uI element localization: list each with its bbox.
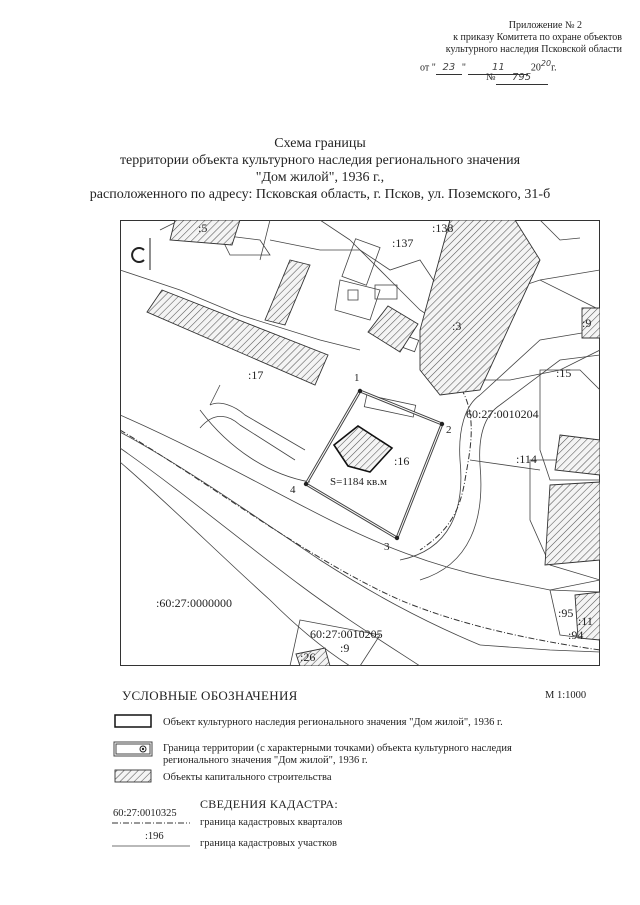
- appendix-line1: Приложение № 2: [508, 20, 582, 31]
- title-line1: Схема границы: [274, 136, 366, 151]
- quarter-label: :60:27:0000000: [156, 596, 233, 610]
- legend-heading: УСЛОВНЫЕ ОБОЗНАЧЕНИЯ: [122, 688, 298, 703]
- title-line3: "Дом жилой", 1936 г.,: [255, 170, 385, 185]
- point-label: 2: [446, 424, 452, 436]
- date-year-prefix: 20: [530, 62, 541, 74]
- parcel-label: :95: [558, 606, 574, 620]
- date-mid: ": [461, 62, 466, 74]
- parcel-label: :16: [394, 454, 410, 468]
- appendix-line2: к приказу Комитета по охране объектов: [453, 32, 622, 43]
- legend-quarter-line: [110, 820, 192, 826]
- parcel-label: :9: [582, 316, 592, 330]
- legend-item-boundary-line2: регионального значения "Дом жилой", 1936 г.: [163, 755, 368, 766]
- date-prefix: от ": [420, 62, 436, 74]
- quarter-label: 60:27:0010204: [466, 407, 539, 421]
- legend-symbol-boundary: [113, 740, 155, 758]
- parcel-label: :3: [452, 319, 462, 333]
- date-month: 11: [468, 62, 528, 75]
- site-plan-map: [120, 220, 600, 666]
- capital-building: [545, 482, 600, 565]
- legend-parcel-sample: :196: [145, 831, 164, 842]
- parcel-label: :26: [300, 650, 316, 664]
- parcel-label: :11: [578, 614, 593, 628]
- parcel-label: :94: [568, 628, 584, 642]
- parcel-label: :114: [516, 452, 537, 466]
- cadastre-heading: СВЕДЕНИЯ КАДАСТРА:: [200, 797, 338, 811]
- legend-parcel-line: [110, 843, 192, 849]
- legend-parcel-text: граница кадастровых участков: [200, 838, 337, 849]
- point-label: 1: [354, 372, 360, 384]
- legend-item-capital: Объекты капитального строительства: [163, 772, 332, 783]
- date-suffix: г.: [551, 62, 557, 74]
- date-year: 20: [540, 59, 552, 68]
- parcel-label: :5: [198, 221, 208, 235]
- parcel-label: :138: [432, 221, 454, 235]
- boundary-point: [358, 389, 362, 393]
- point-label: 3: [384, 541, 390, 553]
- legend-item-heritage: Объект культурного наследия регионального значения "Дом жилой", 1936 г.: [163, 717, 503, 728]
- boundary-point: [440, 422, 444, 426]
- number-prefix: №: [486, 72, 496, 83]
- area-label: S=1184 кв.м: [330, 476, 387, 488]
- title-line2: территории объекта культурного наследия регионального значения: [119, 153, 521, 168]
- appendix-number: [486, 72, 548, 85]
- legend-scale: М 1:1000: [545, 690, 587, 701]
- boundary-point: [395, 536, 399, 540]
- parcel-label: :15: [556, 366, 572, 380]
- appendix-line3: культурного наследия Псковской области: [445, 44, 622, 55]
- quarter-label: 60:27:0010205: [310, 627, 383, 641]
- legend-quarter-text: граница кадастровых кварталов: [200, 817, 343, 828]
- capital-building: [555, 435, 600, 475]
- legend-item-boundary: [163, 743, 589, 767]
- date-day: 23: [436, 62, 462, 75]
- legend-symbol-heritage: [113, 712, 155, 730]
- point-label: 4: [290, 484, 296, 496]
- parcel-label: :17: [248, 368, 264, 382]
- parcel-label: :137: [392, 236, 414, 250]
- parcel-label: :9: [340, 641, 350, 655]
- boundary-point: [304, 482, 308, 486]
- legend-quarter-sample: 60:27:0010325: [113, 808, 177, 819]
- title-line4: расположенного по адресу: Псковская область, г. Псков, ул. Поземского, 31-б: [89, 187, 551, 202]
- legend-symbol-capital: [113, 767, 155, 785]
- legend-item-boundary-line1: Граница территории (с характерными точками) объекта культурного наследия: [163, 743, 512, 754]
- number-value: 795: [496, 72, 548, 85]
